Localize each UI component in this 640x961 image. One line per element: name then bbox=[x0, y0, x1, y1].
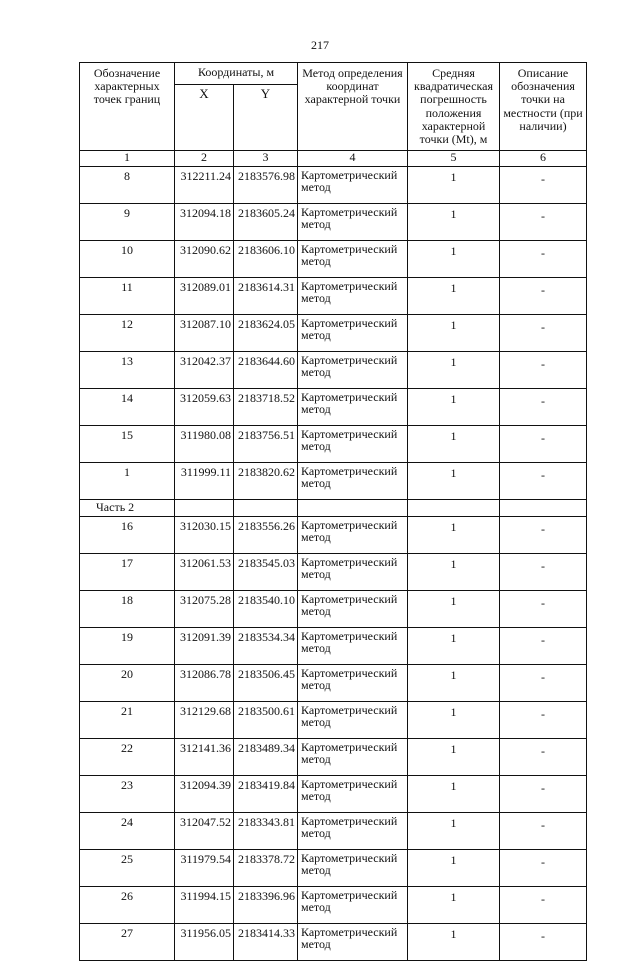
point-cell: 17 bbox=[80, 554, 175, 591]
x-coordinate-cell: 312091.39 bbox=[175, 628, 234, 665]
description-cell: - bbox=[500, 352, 587, 389]
y-coordinate-cell: 2183644.60 bbox=[234, 352, 298, 389]
point-cell: 12 bbox=[80, 315, 175, 352]
page-number: 217 bbox=[311, 38, 329, 52]
point-cell: 10 bbox=[80, 241, 175, 278]
table-row bbox=[80, 887, 587, 924]
x-coordinate-cell: 312129.68 bbox=[175, 702, 234, 739]
method-cell: Картометрический метод bbox=[298, 352, 408, 389]
description-cell: - bbox=[500, 924, 587, 961]
error-cell: 1 bbox=[408, 426, 500, 463]
x-coordinate-cell: 311979.54 bbox=[175, 850, 234, 887]
error-cell: 1 bbox=[408, 389, 500, 426]
method-cell: Картометрический метод bbox=[298, 463, 408, 500]
section-header bbox=[80, 500, 587, 517]
error-cell: 1 bbox=[408, 924, 500, 961]
table-row bbox=[80, 628, 587, 665]
point-cell: 16 bbox=[80, 517, 175, 554]
table-body-part-1 bbox=[80, 167, 587, 500]
table-row bbox=[80, 278, 587, 315]
x-coordinate-cell: 311980.08 bbox=[175, 426, 234, 463]
error-cell: 1 bbox=[408, 813, 500, 850]
point-cell: 23 bbox=[80, 776, 175, 813]
table-row bbox=[80, 389, 587, 426]
x-coordinate-cell: 312094.39 bbox=[175, 776, 234, 813]
error-cell: 1 bbox=[408, 204, 500, 241]
column-number: 2 bbox=[175, 151, 234, 167]
method-cell: Картометрический метод bbox=[298, 241, 408, 278]
y-coordinate-cell: 2183606.10 bbox=[234, 241, 298, 278]
table-row bbox=[80, 204, 587, 241]
error-cell: 1 bbox=[408, 665, 500, 702]
x-coordinate-cell: 312030.15 bbox=[175, 517, 234, 554]
method-cell: Картометрический метод bbox=[298, 628, 408, 665]
x-coordinate-cell: 312089.01 bbox=[175, 278, 234, 315]
y-coordinate-cell: 2183489.34 bbox=[234, 739, 298, 776]
description-cell: - bbox=[500, 463, 587, 500]
description-cell: - bbox=[500, 389, 587, 426]
x-coordinate-cell: 312087.10 bbox=[175, 315, 234, 352]
x-coordinate-cell: 311999.11 bbox=[175, 463, 234, 500]
method-cell: Картометрический метод bbox=[298, 776, 408, 813]
description-cell: - bbox=[500, 739, 587, 776]
point-cell: 1 bbox=[80, 463, 175, 500]
description-cell: - bbox=[500, 665, 587, 702]
error-cell: 1 bbox=[408, 315, 500, 352]
description-cell: - bbox=[500, 850, 587, 887]
point-cell: 11 bbox=[80, 278, 175, 315]
description-cell: - bbox=[500, 315, 587, 352]
error-cell: 1 bbox=[408, 554, 500, 591]
point-cell: 24 bbox=[80, 813, 175, 850]
error-cell: 1 bbox=[408, 887, 500, 924]
table-row bbox=[80, 591, 587, 628]
column-number: 4 bbox=[298, 151, 408, 167]
error-cell: 1 bbox=[408, 352, 500, 389]
header-coordinates: Координаты, м bbox=[175, 63, 298, 85]
table-row bbox=[80, 167, 587, 204]
table-row bbox=[80, 241, 587, 278]
x-coordinate-cell: 312075.28 bbox=[175, 591, 234, 628]
x-coordinate-cell: 312086.78 bbox=[175, 665, 234, 702]
method-cell: Картометрический метод bbox=[298, 167, 408, 204]
method-cell: Картометрический метод bbox=[298, 278, 408, 315]
y-coordinate-cell: 2183718.52 bbox=[234, 389, 298, 426]
error-cell: 1 bbox=[408, 241, 500, 278]
description-cell: - bbox=[500, 241, 587, 278]
x-coordinate-cell: 312141.36 bbox=[175, 739, 234, 776]
error-cell: 1 bbox=[408, 776, 500, 813]
table-row bbox=[80, 426, 587, 463]
error-cell: 1 bbox=[408, 591, 500, 628]
method-cell: Картометрический метод bbox=[298, 554, 408, 591]
x-coordinate-cell: 311956.05 bbox=[175, 924, 234, 961]
description-cell: - bbox=[500, 426, 587, 463]
table-row bbox=[80, 813, 587, 850]
point-cell: 19 bbox=[80, 628, 175, 665]
y-coordinate-cell: 2183534.34 bbox=[234, 628, 298, 665]
x-coordinate-cell: 311994.15 bbox=[175, 887, 234, 924]
method-cell: Картометрический метод bbox=[298, 702, 408, 739]
y-coordinate-cell: 2183500.61 bbox=[234, 702, 298, 739]
y-coordinate-cell: 2183756.51 bbox=[234, 426, 298, 463]
point-cell: 26 bbox=[80, 887, 175, 924]
table-row bbox=[80, 776, 587, 813]
table-row bbox=[80, 665, 587, 702]
y-coordinate-cell: 2183540.10 bbox=[234, 591, 298, 628]
point-cell: 18 bbox=[80, 591, 175, 628]
y-coordinate-cell: 2183556.26 bbox=[234, 517, 298, 554]
description-cell: - bbox=[500, 813, 587, 850]
y-coordinate-cell: 2183624.05 bbox=[234, 315, 298, 352]
method-cell: Картометрический метод bbox=[298, 739, 408, 776]
x-coordinate-cell: 312094.18 bbox=[175, 204, 234, 241]
x-coordinate-cell: 312059.63 bbox=[175, 389, 234, 426]
description-cell: - bbox=[500, 776, 587, 813]
point-cell: 27 bbox=[80, 924, 175, 961]
point-cell: 21 bbox=[80, 702, 175, 739]
description-cell: - bbox=[500, 278, 587, 315]
y-coordinate-cell: 2183396.96 bbox=[234, 887, 298, 924]
method-cell: Картометрический метод bbox=[298, 850, 408, 887]
method-cell: Картометрический метод bbox=[298, 204, 408, 241]
y-coordinate-cell: 2183506.45 bbox=[234, 665, 298, 702]
point-cell: 8 bbox=[80, 167, 175, 204]
method-cell: Картометрический метод bbox=[298, 924, 408, 961]
header-x: X bbox=[175, 85, 234, 151]
y-coordinate-cell: 2183343.81 bbox=[234, 813, 298, 850]
description-cell: - bbox=[500, 591, 587, 628]
point-cell: 14 bbox=[80, 389, 175, 426]
error-cell: 1 bbox=[408, 278, 500, 315]
column-number: 5 bbox=[408, 151, 500, 167]
table-row bbox=[80, 924, 587, 961]
x-coordinate-cell: 312211.24 bbox=[175, 167, 234, 204]
y-coordinate-cell: 2183414.33 bbox=[234, 924, 298, 961]
table-row bbox=[80, 315, 587, 352]
method-cell: Картометрический метод bbox=[298, 315, 408, 352]
y-coordinate-cell: 2183576.98 bbox=[234, 167, 298, 204]
table-row bbox=[80, 850, 587, 887]
y-coordinate-cell: 2183614.31 bbox=[234, 278, 298, 315]
y-coordinate-cell: 2183605.24 bbox=[234, 204, 298, 241]
column-number-row bbox=[80, 151, 587, 167]
column-number: 1 bbox=[80, 151, 175, 167]
point-cell: 15 bbox=[80, 426, 175, 463]
error-cell: 1 bbox=[408, 702, 500, 739]
error-cell: 1 bbox=[408, 517, 500, 554]
y-coordinate-cell: 2183545.03 bbox=[234, 554, 298, 591]
point-cell: 22 bbox=[80, 739, 175, 776]
header-error: Средняя квадратическая погрешность положения характерной точки (Mt), м bbox=[408, 63, 500, 151]
point-cell: 20 bbox=[80, 665, 175, 702]
section-label: Часть 2 bbox=[80, 500, 175, 517]
error-cell: 1 bbox=[408, 463, 500, 500]
table-row bbox=[80, 739, 587, 776]
method-cell: Картометрический метод bbox=[298, 813, 408, 850]
x-coordinate-cell: 312090.62 bbox=[175, 241, 234, 278]
point-cell: 25 bbox=[80, 850, 175, 887]
description-cell: - bbox=[500, 167, 587, 204]
error-cell: 1 bbox=[408, 628, 500, 665]
column-number: 6 bbox=[500, 151, 587, 167]
coordinates-table bbox=[79, 62, 587, 961]
method-cell: Картометрический метод bbox=[298, 591, 408, 628]
column-number: 3 bbox=[234, 151, 298, 167]
error-cell: 1 bbox=[408, 739, 500, 776]
error-cell: 1 bbox=[408, 850, 500, 887]
x-coordinate-cell: 312047.52 bbox=[175, 813, 234, 850]
method-cell: Картометрический метод bbox=[298, 389, 408, 426]
header-point: Обозначение характерных точек границ bbox=[80, 63, 175, 151]
table-row bbox=[80, 463, 587, 500]
y-coordinate-cell: 2183820.62 bbox=[234, 463, 298, 500]
method-cell: Картометрический метод bbox=[298, 426, 408, 463]
description-cell: - bbox=[500, 702, 587, 739]
y-coordinate-cell: 2183419.84 bbox=[234, 776, 298, 813]
header-y: Y bbox=[234, 85, 298, 151]
point-cell: 9 bbox=[80, 204, 175, 241]
table-row bbox=[80, 352, 587, 389]
description-cell: - bbox=[500, 554, 587, 591]
y-coordinate-cell: 2183378.72 bbox=[234, 850, 298, 887]
error-cell: 1 bbox=[408, 167, 500, 204]
header-description: Описание обозначения точки на местности (при наличии) bbox=[500, 63, 587, 151]
x-coordinate-cell: 312061.53 bbox=[175, 554, 234, 591]
x-coordinate-cell: 312042.37 bbox=[175, 352, 234, 389]
table-row bbox=[80, 702, 587, 739]
description-cell: - bbox=[500, 517, 587, 554]
method-cell: Картометрический метод bbox=[298, 517, 408, 554]
description-cell: - bbox=[500, 204, 587, 241]
method-cell: Картометрический метод bbox=[298, 665, 408, 702]
table-row bbox=[80, 517, 587, 554]
description-cell: - bbox=[500, 628, 587, 665]
table-body-part-2 bbox=[80, 517, 587, 961]
method-cell: Картометрический метод bbox=[298, 887, 408, 924]
table-row bbox=[80, 554, 587, 591]
description-cell: - bbox=[500, 887, 587, 924]
header-method: Метод определения координат характерной точки bbox=[298, 63, 408, 151]
point-cell: 13 bbox=[80, 352, 175, 389]
